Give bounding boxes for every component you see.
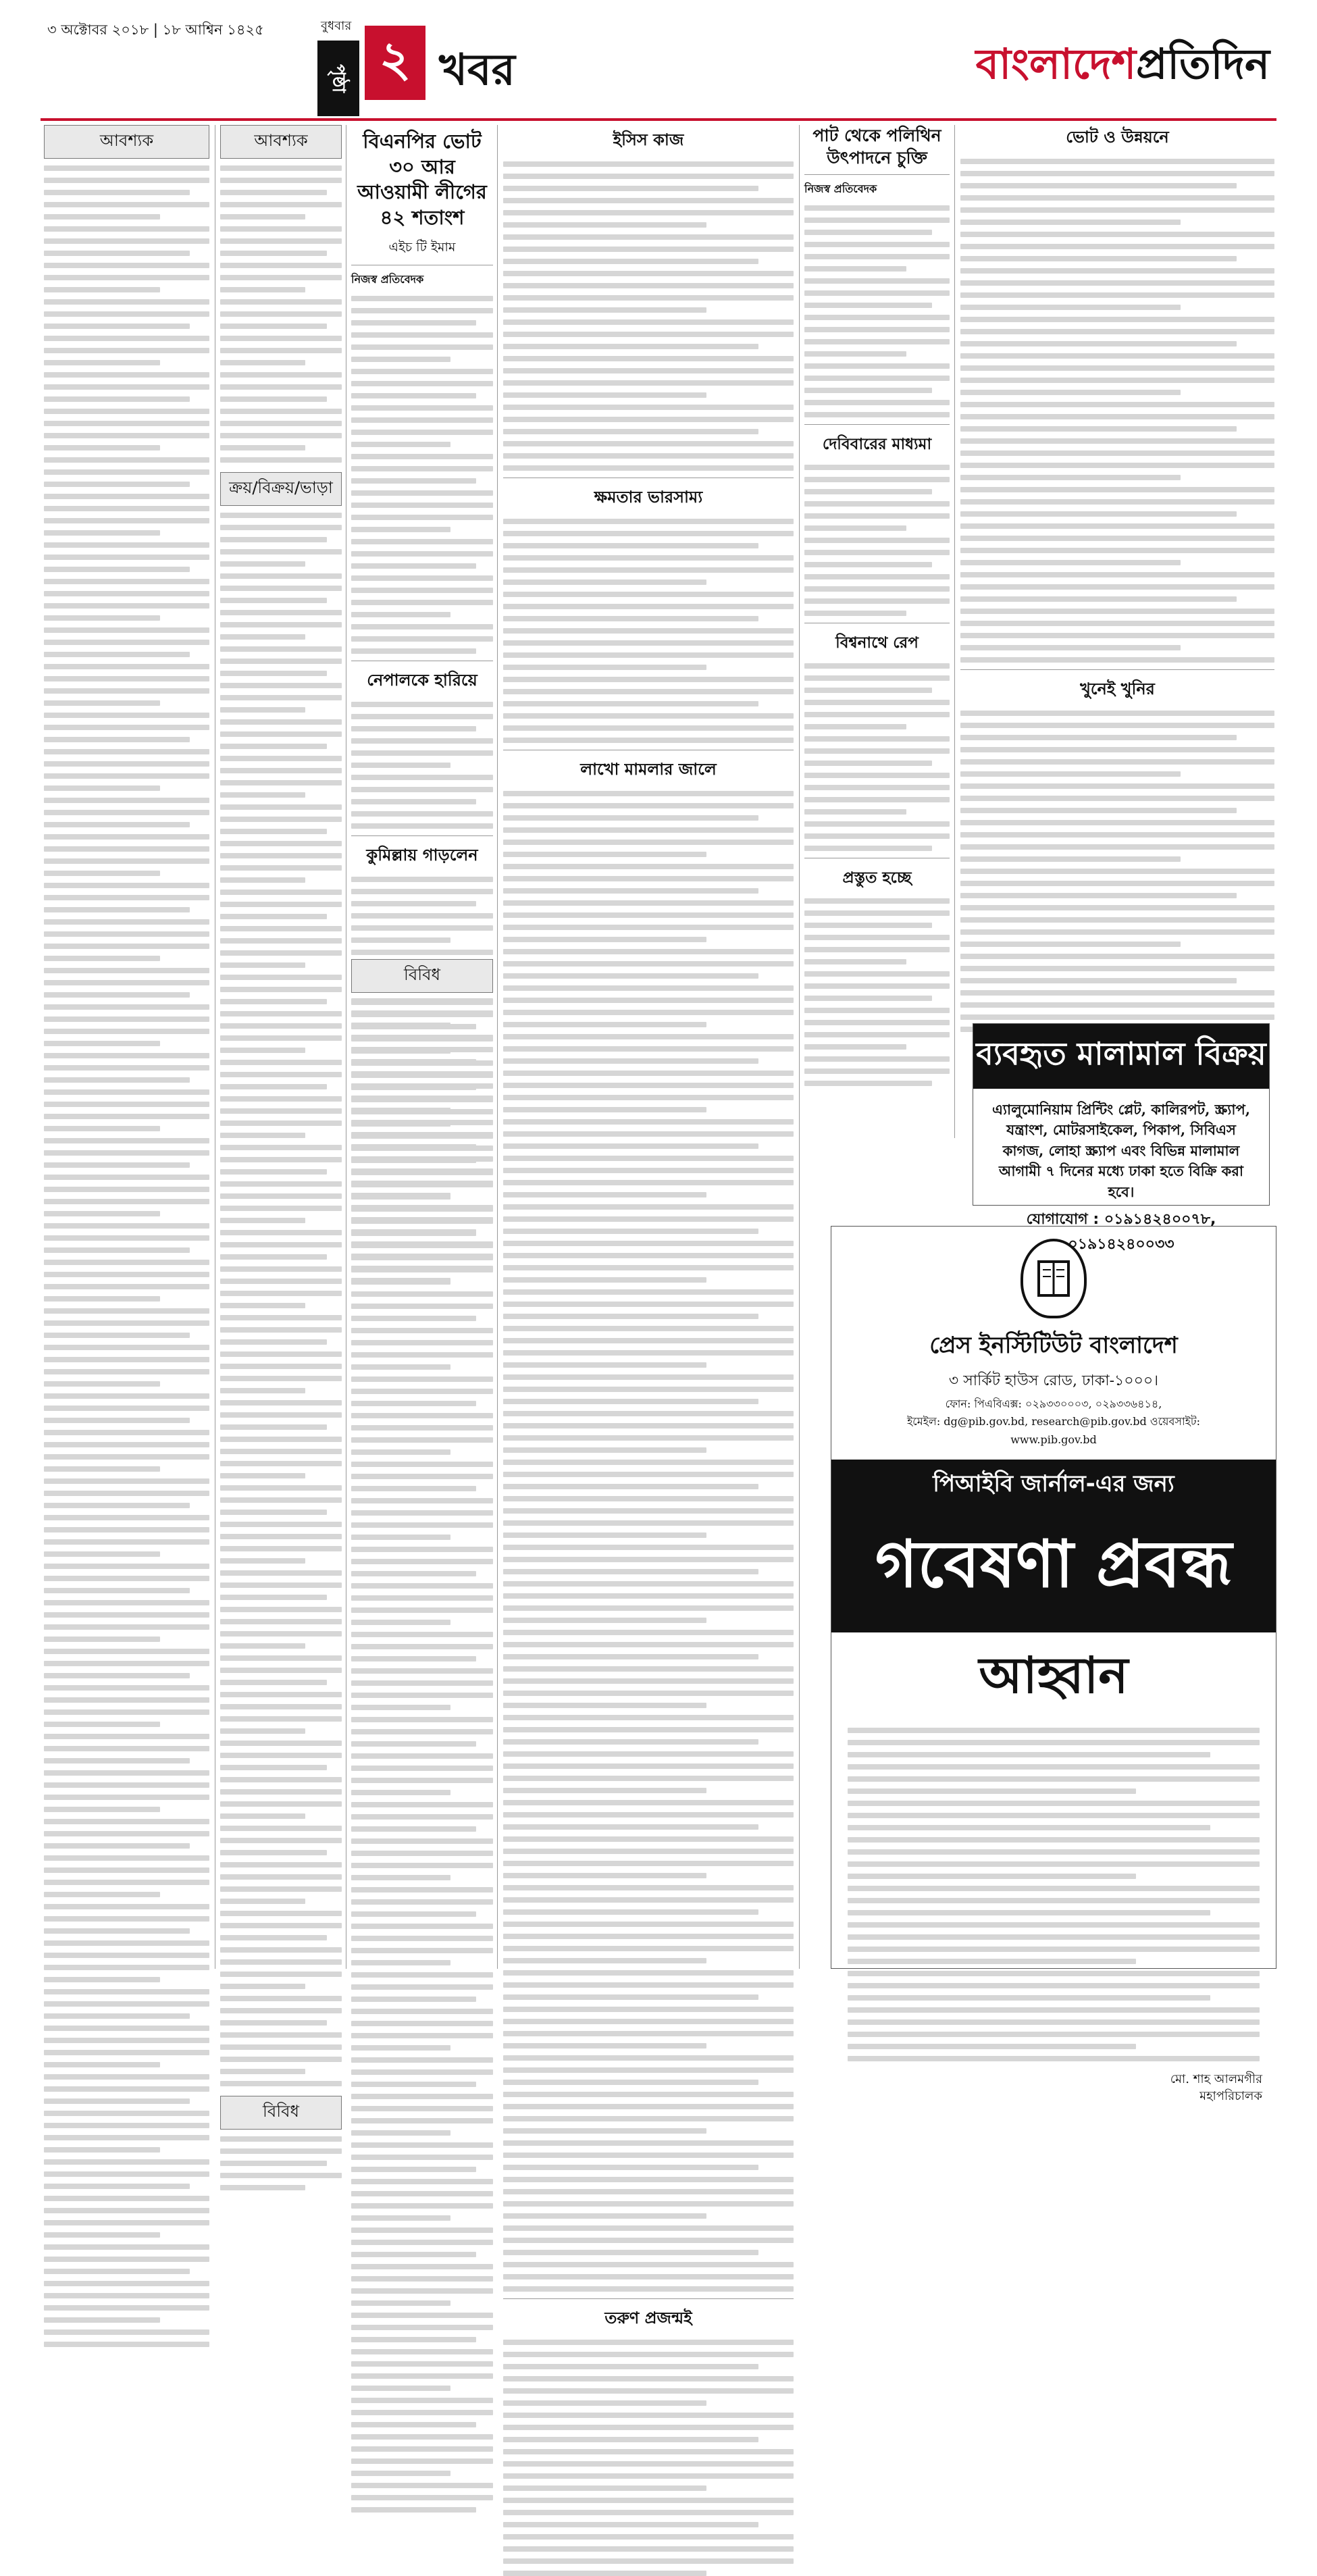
headline: বিশ্বনাথে রেপ bbox=[835, 634, 919, 652]
classified-header-buy-sell: ক্রয়/বিক্রয়/ভাড়া bbox=[220, 472, 342, 506]
headline: কুমিল্লায় গাড়লেন bbox=[366, 845, 478, 865]
page-number: ২ bbox=[365, 26, 425, 100]
ad-title: ব্যবহৃত মালামাল বিক্রয় bbox=[973, 1024, 1269, 1089]
signatory-name: মো. শাহ আলমগীর bbox=[1170, 2072, 1262, 2087]
headline: প্রস্তুত হচ্ছে bbox=[842, 869, 912, 887]
classified-header-misc-2: বিবিধ bbox=[351, 959, 493, 993]
center-articles bbox=[503, 125, 794, 2327]
classified-header: আবশ্যক bbox=[44, 125, 209, 159]
classified-listings bbox=[44, 165, 209, 2347]
section-title: খবর bbox=[439, 45, 515, 95]
newspaper-logo bbox=[976, 32, 1270, 102]
ad-terms bbox=[831, 1728, 1276, 2061]
headline: লাখো মামলার জালে bbox=[580, 760, 717, 779]
institute-address: ৩ সার্কিট হাউস রোড, ঢাকা-১০০০। bbox=[948, 1372, 1159, 1389]
ad-call-heading: আহ্বান bbox=[979, 1647, 1129, 1705]
headline: দেবিবারের মাধ্যমা bbox=[822, 436, 932, 453]
masthead-rule bbox=[41, 118, 1276, 121]
headline: ইসিস কাজ bbox=[613, 130, 684, 149]
reporter-credit: নিজস্ব প্রতিবেদক bbox=[804, 182, 877, 195]
column-6-articles bbox=[960, 125, 1274, 1003]
ad-used-goods-sale bbox=[973, 1023, 1270, 1254]
classified-header-2: আবশ্যক bbox=[220, 125, 342, 159]
headline: তরুণ প্রজন্মই bbox=[604, 2309, 692, 2327]
reporter-credit: নিজস্ব প্রতিবেদক bbox=[351, 272, 424, 286]
classified-misc-column bbox=[351, 959, 493, 1969]
column-divider bbox=[497, 125, 498, 1969]
ad-subtitle: পিআইবি জার্নাল-এর জন্য bbox=[831, 1460, 1276, 1512]
issue-day: বুধবার bbox=[321, 19, 352, 33]
classified-column-2 bbox=[220, 125, 342, 2121]
institute-website: www.pib.gov.bd bbox=[1010, 1433, 1097, 1446]
classified-header-misc: বিবিধ bbox=[220, 2096, 342, 2130]
ad-pib-journal bbox=[831, 1226, 1276, 2104]
headline: বিএনপির ভোট ৩০ আর আওয়ামী লীগের ৪২ শতাংশ bbox=[357, 130, 487, 230]
page-label: পৃষ্ঠা bbox=[317, 41, 359, 116]
column-divider bbox=[954, 125, 955, 1138]
masthead bbox=[0, 0, 1317, 132]
ad-main-heading: গবেষণা প্রবন্ধ bbox=[831, 1512, 1276, 1632]
issue-date: ৩ অক্টোবর ২০১৮ | ১৮ আশ্বিন ১৪২৫ bbox=[47, 22, 264, 38]
headline: নেপালকে হারিয়ে bbox=[367, 670, 477, 690]
headline: খুনেই খুনির bbox=[1080, 679, 1155, 698]
ad-phone: যোগাযোগ : ০১৯১৪২৪০০৭৮, ০১৯১৪২৪০০৩৩ bbox=[1026, 1211, 1216, 1254]
signatory-title: মহাপরিচালক bbox=[1199, 2089, 1262, 2104]
classified-column-1 bbox=[44, 125, 209, 1969]
byline: এইচ টি ইমাম bbox=[388, 239, 456, 255]
logo-part-1: বাংলাদেশ bbox=[975, 39, 1137, 88]
headline: ভোট ও উন্নয়নে bbox=[1066, 128, 1169, 147]
article-bnp-vote bbox=[351, 125, 493, 956]
institute-email: ইমেইল: dg@pib.gov.bd, research@pib.gov.bd ওয়েবসাইট: bbox=[906, 1415, 1201, 1428]
institute-phone: ফোন: পিএবিএক্স: ০২৯৩৩০০০৩, ০২৯৩৩৬৪১৪, bbox=[945, 1397, 1162, 1410]
ad-body: এ্যালুমোনিয়াম প্রিন্টিং প্লেট, কালিরপট, স্ক্র্যাপ, যন্ত্রাংশ, মোটরসাইকেল, পিকাপ, সিবিএস কাগজ, লোহা স্ক্র্যাপ এবং বিভিন্ন মালামাল আগামী ৭ দিনের মধ্যে ঢাকা হতে বিক্রি করা হবে। bbox=[991, 1101, 1251, 1200]
logo-part-2: প্রতিদিন bbox=[1136, 39, 1270, 88]
pib-logo-icon bbox=[1021, 1239, 1087, 1318]
column-5-articles bbox=[804, 125, 950, 1138]
headline: ক্ষমতার ভারসাম্য bbox=[594, 488, 703, 507]
institute-name: প্রেস ইনস্টিটিউট বাংলাদেশ bbox=[929, 1332, 1178, 1359]
headline: পাট থেকে পলিথিন উৎপাদনে চুক্তি bbox=[812, 126, 941, 168]
column-divider bbox=[799, 125, 800, 1969]
